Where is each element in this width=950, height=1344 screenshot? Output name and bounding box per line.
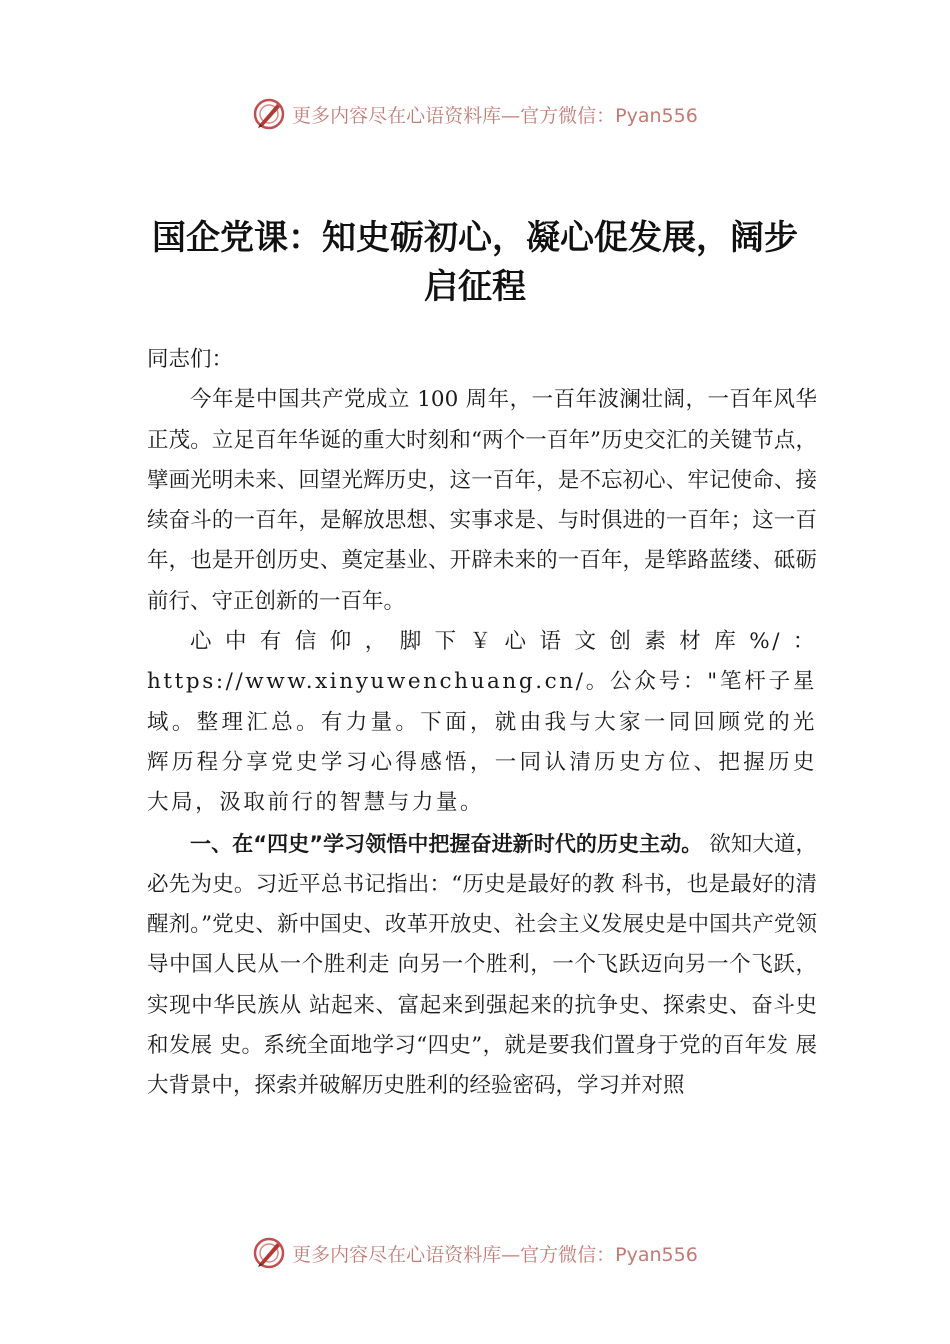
pen-logo-icon (252, 1236, 286, 1270)
paragraph-intro: 今年是中国共产党成立 100 周年，一百年波澜壮阔，一百年风华正茂。立足百年华诞的重大时刻和“两个一百年”历史交汇的关键节点，擘画光明未来、回望光辉历史，这一百年，是不忘初心、牢记使命、接续奋斗的一百年，是解放思想、实事求是、与时俱进的一百年；这一百年，也是开创历史、奠定基业、开辟未来的一百年，是筚路蓝缕、砥砺前行、守正创新的一百年。 (147, 387, 817, 614)
watermark-header (0, 94, 950, 134)
section-1-body: 欲知大道，必先为史。习近平总书记指出：“历史是最好的教 科书，也是最好的清醒剂。”党史、新中国史、改革开放史、社会主义发展史是中国共产党领导中国人民从一个胜利走 向另一个胜利，一个飞跃迈向另一个飞跃，实现中华民族从 站起来、富起来到强起来的抗争史、探索史、奋斗史和发展 史。系统全面地学习“四史”，就是要我们置身于党的百年发 展大背景中，探索并破解历史胜利的经验密码，学习并对照 (147, 831, 817, 1099)
watermark-text: 更多内容尽在心语资料库—官方微信：Pyan556 (292, 1243, 698, 1266)
watermark-text: 更多内容尽在心语资料库—官方微信：Pyan556 (292, 104, 698, 127)
pen-logo-icon (252, 97, 286, 131)
section-1 (147, 824, 817, 1107)
section-1-heading: 一、在“四史”学习领悟中把握奋进新时代的历史主动。 (190, 831, 703, 856)
salutation: 同志们： (147, 347, 234, 372)
paragraph-belief: 心中有信仰，脚下￥心语文创素材库%/：https://www.xinyuwenchuang.cn/。公众号："笔杆子星域。整理汇总。有力量。下面，就由我与大家一同回顾党的光辉历程分享党史学习心得感悟，一同认清历史方位、把握历史大局，汲取前行的智慧与力量。 (147, 629, 817, 816)
watermark-footer (0, 1233, 950, 1273)
document-title: 国企党课：知史砺初心，凝心促发展，阔步启征程 (152, 218, 798, 307)
document-body (147, 340, 817, 1107)
